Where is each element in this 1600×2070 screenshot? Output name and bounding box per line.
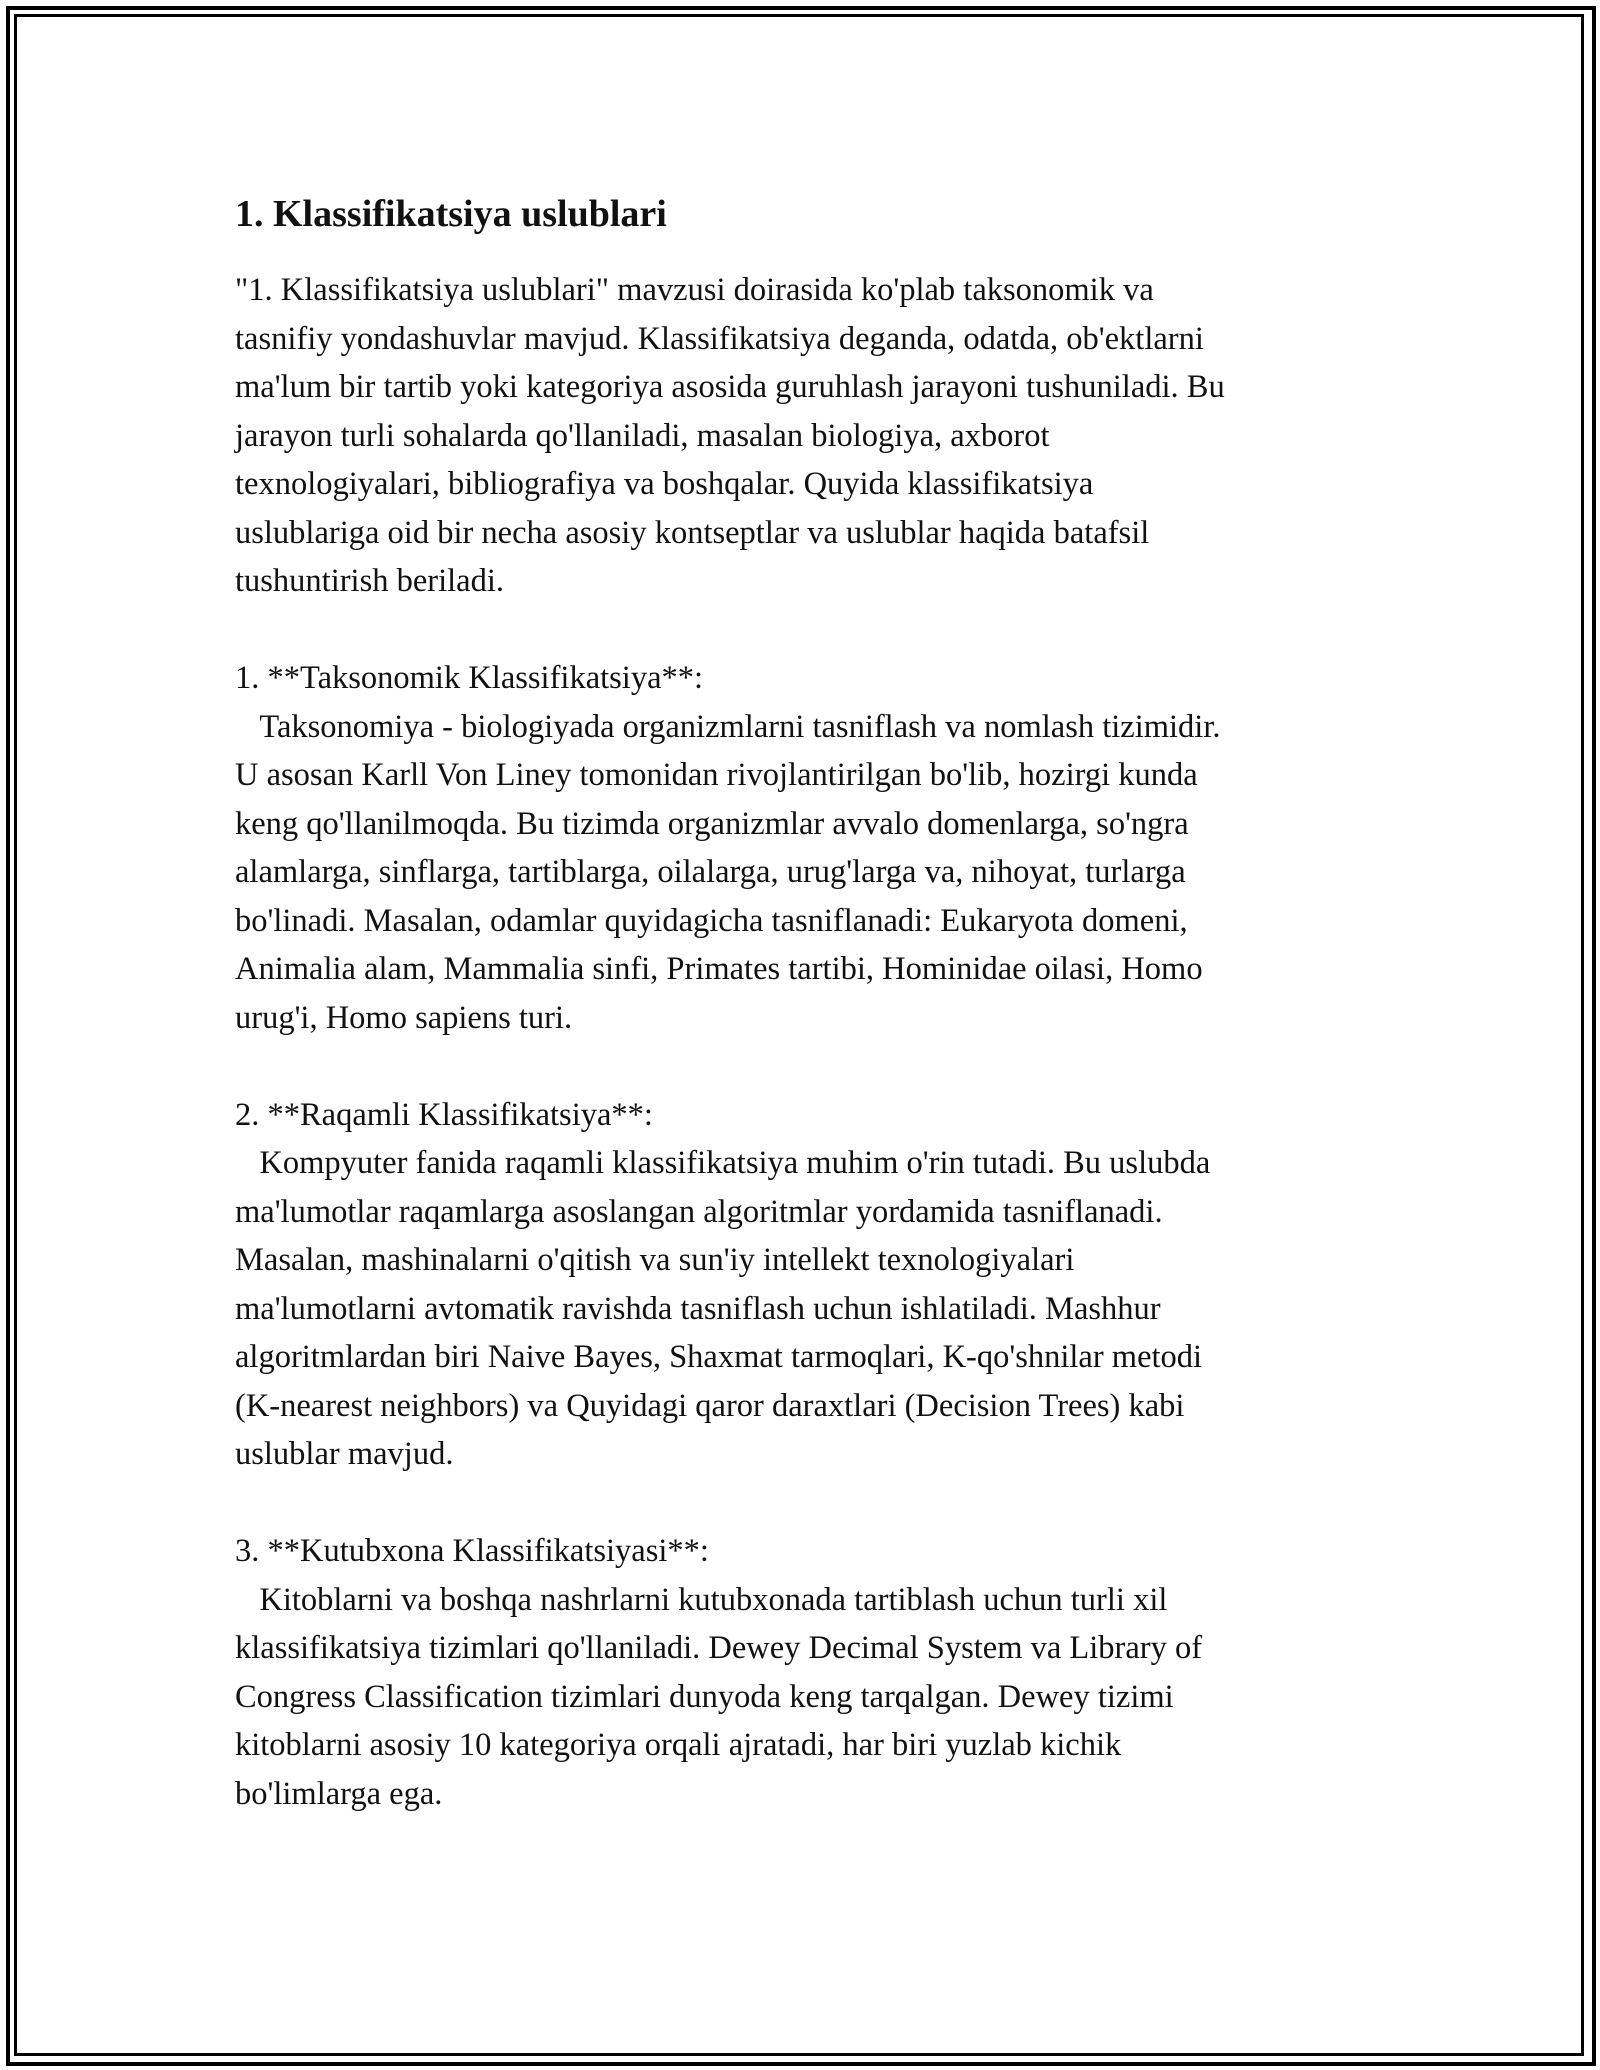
section-3-heading: 3. **Kutubxona Klassifikatsiyasi**: <box>235 1533 709 1569</box>
paragraph-spacer <box>235 1042 1365 1091</box>
section-2-heading: 2. **Raqamli Klassifikatsiya**: <box>235 1096 653 1133</box>
section-2-body: Kompyuter fanida raqamli klassifikatsiya muhim o'rin tutadi. Bu uslubda ma'lumotlar raqamlarga asoslangan algoritmlar yordamida tasniflanadi. Masalan, mashinalarni o'qitish va sun'iy intellekt texnologiyalari ma'lumotlarni avtomatik ravishda tasniflash uchun ishlatiladi. Mashhur algoritmlardan biri Naive Bayes, Shaxmat tarmoqlari, K-qo'shnilar metodi (K-nearest neighbors) va Quyidagi qaror daraxtlari (Decision Trees) kabi uslublar mavjud. <box>235 1145 1211 1472</box>
section-3-body: Kitoblarni va boshqa nashrlarni kutubxonada tartiblash uchun turli xil klassifikatsiya tizimlari qo'llaniladi. Dewey Decimal System va Library of Congress Classification tizimlari dunyoda keng tarqalgan. Dewey tizimi kitoblarni asosiy 10 kategoriya orqali ajratadi, har biri yuzlab kichik bo'limlarga ega. <box>235 1581 1203 1812</box>
document-title: 1. Klassifikatsiya uslublari <box>235 193 667 235</box>
paragraph-spacer <box>235 1479 1365 1528</box>
document-body <box>235 182 1365 1818</box>
intro-paragraph: "1. Klassifikatsiya uslublari" mavzusi doirasida ko'plab taksonomik va tasnifiy yondashuvlar mavjud. Klassifikatsiya deganda, odatda, ob'ektlarni ma'lum bir tartib yoki kategoriya asosida guruhlash jarayoni tushuniladi. Bu jarayon turli sohalarda qo'llaniladi, masalan biologiya, axborot texnologiyalari, bibliografiya va boshqalar. Quyida klassifikatsiya uslublariga oid bir necha asosiy kontseptlar va uslublar haqida batafsil tushuntirish beriladi. <box>235 272 1225 599</box>
paragraph-spacer <box>235 606 1365 655</box>
section-1-body: Taksonomiya - biologiyada organizmlarni tasniflash va nomlash tizimidir. U asosan Karll Von Liney tomonidan rivojlantirilgan bo'lib, hozirgi kunda keng qo'llanilmoqda. Bu tizimda organizmlar avvalo domenlarga, so'ngra alamlarga, sinflarga, tartiblarga, oilalarga, urug'larga va, nihoyat, turlarga bo'linadi. Masalan, odamlar quyidagicha tasniflanadi: Eukaryota domeni, Animalia alam, Mammalia sinfi, Primates tartibi, Hominidae oilasi, Homo urug'i, Homo sapiens turi. <box>235 708 1221 1036</box>
section-1-heading: 1. **Taksonomik Klassifikatsiya**: <box>235 660 704 696</box>
